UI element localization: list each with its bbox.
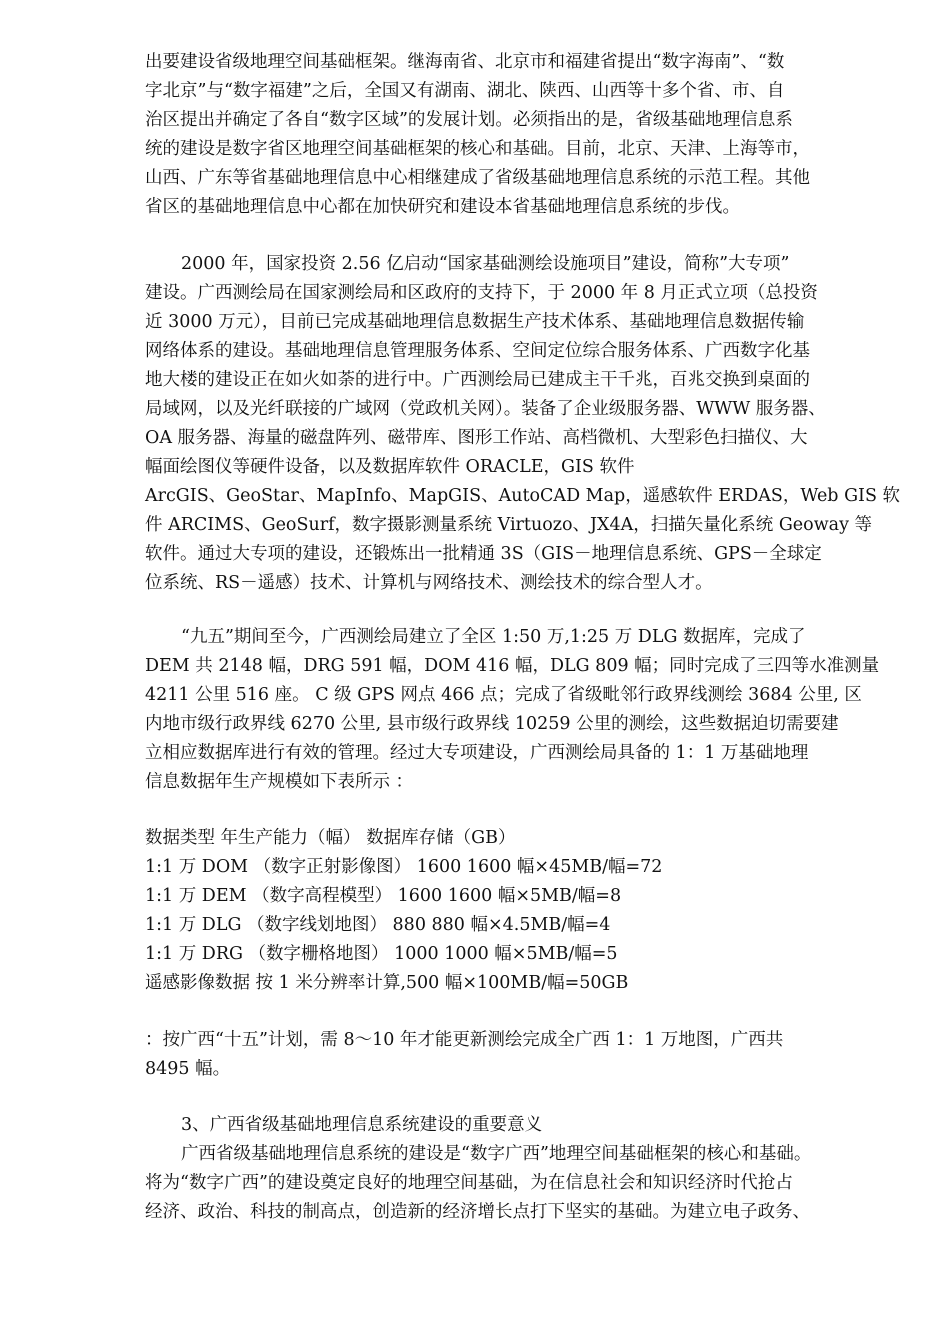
table-row: 1:1 万 DOM （数字正射影像图） 1600 1600 幅×45MB/幅=72 [145,857,663,877]
text-line: 局域网，以及光纤联接的广域网（党政机关网）。装备了企业级服务器、WWW 服务器、 [145,399,826,419]
text-line: 2000 年，国家投资 2.56 亿启动“国家基础测绘设施项目”建设，简称”大专项” [181,254,790,274]
text-line: 件 ARCIMS、GeoSurf，数字摄影测量系统 Virtuozo、JX4A，扫描矢量化系统 Geoway 等 [145,515,873,535]
text-line: “九五”期间至今，广西测绘局建立了全区 1:50 万,1:25 万 DLG 数据库，完成了 [181,627,806,647]
text-line: 8495 幅。 [145,1059,231,1079]
table-row: 遥感影像数据 按 1 米分辨率计算,500 幅×100MB/幅=50GB [145,973,629,993]
text-line: 治区提出并确定了各自“数字区域”的发展计划。必须指出的是，省级基础地理信息系 [145,110,793,130]
table-row: 1:1 万 DRG （数字栅格地图） 1000 1000 幅×5MB/幅=5 [145,944,618,964]
table-header: 数据类型 年生产能力（幅） 数据库存储（GB） [145,828,516,848]
text-line: 山西、广东等省基础地理信息中心相继建成了省级基础地理信息系统的示范工程。其他 [145,168,810,188]
text-line: 近 3000 万元），目前已完成基础地理信息数据生产技术体系、基础地理信息数据传输 [145,312,805,332]
text-line: 广西省级基础地理信息系统的建设是“数字广西”地理空间基础框架的核心和基础。 [181,1144,812,1164]
text-line: 经济、政治、科技的制高点，创造新的经济增长点打下坚实的基础。为建立电子政务、 [145,1202,810,1222]
text-line: 字北京”与“数字福建”之后，全国又有湖南、湖北、陕西、山西等十多个省、市、自 [145,81,785,101]
text-line: 省区的基础地理信息中心都在加快研究和建设本省基础地理信息系统的步伐。 [145,197,740,217]
text-line: 地大楼的建设正在如火如荼的进行中。广西测绘局已建成主干千兆，百兆交换到桌面的 [145,370,810,390]
table-row: 1:1 万 DLG （数字线划地图） 880 880 幅×4.5MB/幅=4 [145,915,611,935]
text-line: 信息数据年生产规模如下表所示 ： [145,772,414,792]
text-line: 内地市级行政界线 6270 公里, 县市级行政界线 10259 公里的测绘，这些数据迫切需要建 [145,714,839,734]
text-line: 幅面绘图仪等硬件设备，以及数据库软件 ORACLE，GIS 软件 [145,457,635,477]
table-row: 1:1 万 DEM （数字高程模型） 1600 1600 幅×5MB/幅=8 [145,886,622,906]
text-line: 出要建设省级地理空间基础框架。继海南省、北京市和福建省提出“数字海南”、“数 [145,52,785,72]
text-line: 建设。广西测绘局在国家测绘局和区政府的支持下，于 2000 年 8 月正式立项（总投资 [145,283,818,303]
section-heading: 3、广西省级基础地理信息系统建设的重要意义 [181,1115,543,1135]
text-line: ：按广西“十五”计划，需 8～10 年才能更新测绘完成全广西 1：1 万地图，广西共 [145,1030,784,1050]
text-line: 4211 公里 516 座。 C 级 GPS 网点 466 点；完成了省级毗邻行政界线测绘 3684 公里, 区 [145,685,862,705]
text-line: 将为“数字广西”的建设奠定良好的地理空间基础，为在信息社会和知识经济时代抢占 [145,1173,793,1193]
text-line: DEM 共 2148 幅，DRG 591 幅，DOM 416 幅，DLG 809 幅；同时完成了三四等水准测量 [145,656,880,676]
text-line: OA 服务器、海量的磁盘阵列、磁带库、图形工作站、高档微机、大型彩色扫描仪、大 [145,428,808,448]
text-line: 网络体系的建设。基础地理信息管理服务体系、空间定位综合服务体系、广西数字化基 [145,341,810,361]
text-line: 立相应数据库进行有效的管理。经过大专项建设，广西测绘局具备的 1：1 万基础地理 [145,743,809,763]
text-line: 软件。通过大专项的建设，还锻炼出一批精通 3S（GIS－地理信息系统、GPS－全球定 [145,544,822,564]
text-line: 位系统、RS－遥感）技术、计算机与网络技术、测绘技术的综合型人才。 [145,573,713,593]
text-line: 统的建设是数字省区地理空间基础框架的核心和基础。目前，北京、天津、上海等市， [145,139,810,159]
text-line: ArcGIS、GeoStar、MapInfo、MapGIS、AutoCAD Map，遥感软件 ERDAS，Web GIS 软 [145,486,901,506]
